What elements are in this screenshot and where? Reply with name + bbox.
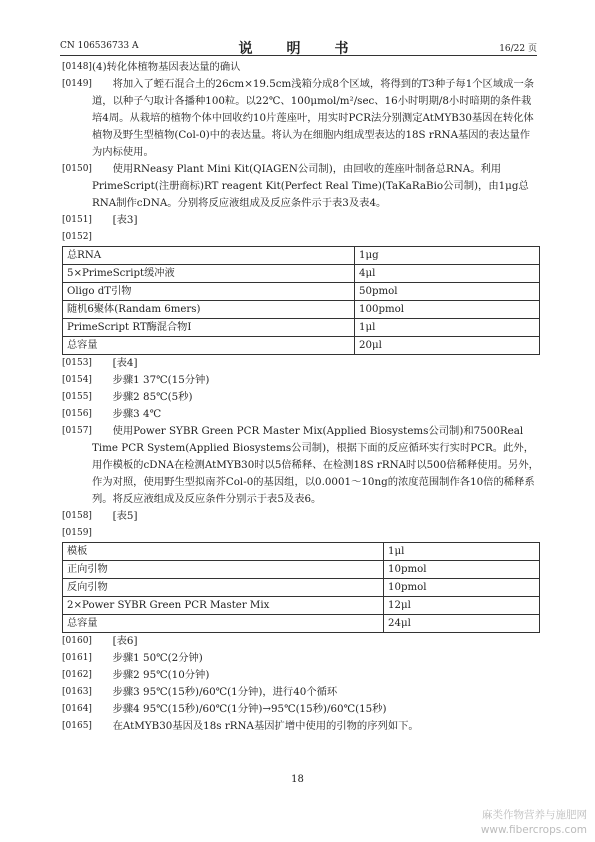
paragraph-0155 [62,389,540,406]
paragraph-0162 [62,667,540,684]
paragraph-text: 将加入了蛭石混合土的26cm×19.5cm浅箱分成8个区域，将得到的T3种子每1个区域成一条道，以种子勺取计各播种100粒。以22℃、100μmol/m²/sec、16小时明期/8小时暗期的条件栽培4周。从栽培的植物个体中回收约10片莲座叶，用实时PCR法分别测定AtMYB30基因在转化体植物及野生型植物(Col-0)中的表达量。将认为在细胞内组成型表达的18S rRNA基因的表达量作为内标使用。 [92,78,535,158]
paragraph-number: [0155] [62,392,92,402]
step-text: 步骤3 4℃ [112,408,162,420]
table-caption: [表6] [112,635,138,647]
header-divider [60,55,537,56]
paragraph-number: [0154] [62,375,92,385]
step-text: 步骤3 95℃(15秒)/60℃(1分钟)，进行40个循环 [112,686,338,698]
table-row [63,247,540,265]
paragraph-0152 [62,229,540,246]
watermark-url: www.fibercrops.com [480,824,587,836]
table-cell: 模板 [63,543,384,561]
table-caption: [表3] [112,214,138,226]
table-cell: 1μl [384,543,540,561]
table-row [63,543,540,561]
page-header [60,38,537,57]
step-text: 步骤1 50℃(2分钟) [112,652,203,664]
paragraph-0163 [62,684,540,701]
table-cell: 总容量 [63,615,384,633]
table-cell: Oligo dT引物 [63,283,355,301]
paragraph-text: 使用RNeasy Plant Mini Kit(QIAGEN公司制)，由回收的莲座叶制备总RNA。利用PrimeScript(注册商标)RT reagent Kit(Perfect Real Time)(TaKaRaBio公司制)，由1μg总RNA制作cDNA。分别将反应液组成及反应条件示于表3及表4。 [92,163,529,209]
paragraph-number: [0157] [62,426,92,436]
table-cell: 4μl [355,265,540,283]
step-text: 步骤1 37℃(15分钟) [112,374,210,386]
table-cell: 20μl [355,337,540,355]
paragraph-0149 [62,76,540,161]
paragraph-0156 [62,406,540,423]
paragraph-number: [0148] [62,62,92,72]
table-row [63,561,540,579]
paragraph-number: [0161] [62,653,92,663]
table-row [63,319,540,337]
document-body [62,59,540,735]
page-number: 18 [291,774,304,785]
paragraph-number: [0156] [62,409,92,419]
paragraph-number: [0149] [62,79,92,89]
document-title: 说 明 书 [238,41,359,57]
paragraph-number: [0158] [62,511,92,521]
paragraph-number: [0162] [62,670,92,680]
paragraph-number: [0159] [62,528,92,538]
table-cell: 1μg [355,247,540,265]
paragraph-number: [0150] [62,164,92,174]
table-cell: 10pmol [384,579,540,597]
paragraph-0151 [62,212,540,229]
paragraph-0164 [62,701,540,718]
table-cell: 1μl [355,319,540,337]
paragraph-0160 [62,633,540,650]
paragraph-text: 使用Power SYBR Green PCR Master Mix(Applied Biosystems公司制)和7500Real Time PCR System(Applied Biosystems公司制)，根据下面的反应循环实行实时PCR。此外，用作模板的cDNA在检测AtMYB30时以5倍稀释、在检测18S rRNA时以500倍稀释使用。另外，作为对照，使用野生型拟南芥Col-0的基因组，以0.0001～10ng的浓度范围制作各10倍的稀释系列。将反应液组成及反应条件分别示于表5及表6。 [92,425,539,505]
watermark [481,808,587,838]
table-cell: 12μl [384,597,540,615]
table-cell: 总容量 [63,337,355,355]
paragraph-0150 [62,161,540,212]
table-cell: 总RNA [63,247,355,265]
table-cell: 2×Power SYBR Green PCR Master Mix [63,597,384,615]
paragraph-0161 [62,650,540,667]
paragraph-number: [0160] [62,636,92,646]
patent-number: CN 106536733 A [60,41,139,51]
paragraph-0159 [62,525,540,542]
paragraph-number: [0152] [62,232,92,242]
table-row [63,579,540,597]
table-5 [62,542,540,633]
paragraph-number: [0153] [62,358,92,368]
step-text: 步骤4 95℃(15秒)/60℃(1分钟)→95℃(15秒)/60℃(15秒) [112,703,387,715]
table-row [63,597,540,615]
table-cell: 5×PrimeScript缓冲液 [63,265,355,283]
table-cell: 10pmol [384,561,540,579]
table-cell: 50pmol [355,283,540,301]
paragraph-number: [0151] [62,215,92,225]
watermark-site-name: 麻类作物营养与施肥网 [482,809,587,821]
table-row [63,337,540,355]
table-cell: PrimeScript RT酶混合物I [63,319,355,337]
paragraph-number: [0163] [62,687,92,697]
table-cell: 24μl [384,615,540,633]
paragraph-text: (4)转化体植物基因表达量的确认 [92,61,241,73]
paragraph-0158 [62,508,540,525]
paragraph-0157 [62,423,540,508]
step-text: 步骤2 95℃(10分钟) [112,669,210,681]
table-cell: 随机6聚体(Randam 6mers) [63,301,355,319]
step-text: 步骤2 85℃(5秒) [112,391,193,403]
table-caption: [表4] [112,357,138,369]
table-row [63,265,540,283]
table-cell: 反向引物 [63,579,384,597]
table-cell: 100pmol [355,301,540,319]
table-caption: [表5] [112,510,138,522]
page-indicator: 16/22 页 [499,44,537,54]
table-cell: 正向引物 [63,561,384,579]
paragraph-0148 [62,59,540,76]
paragraph-0153 [62,355,540,372]
paragraph-text: 在AtMYB30基因及18s rRNA基因扩增中使用的引物的序列如下。 [112,720,419,732]
paragraph-0154 [62,372,540,389]
table-3 [62,246,540,355]
table-row [63,301,540,319]
table-row [63,615,540,633]
paragraph-number: [0165] [62,721,92,731]
paragraph-0165 [62,718,540,735]
table-row [63,283,540,301]
paragraph-number: [0164] [62,704,92,714]
